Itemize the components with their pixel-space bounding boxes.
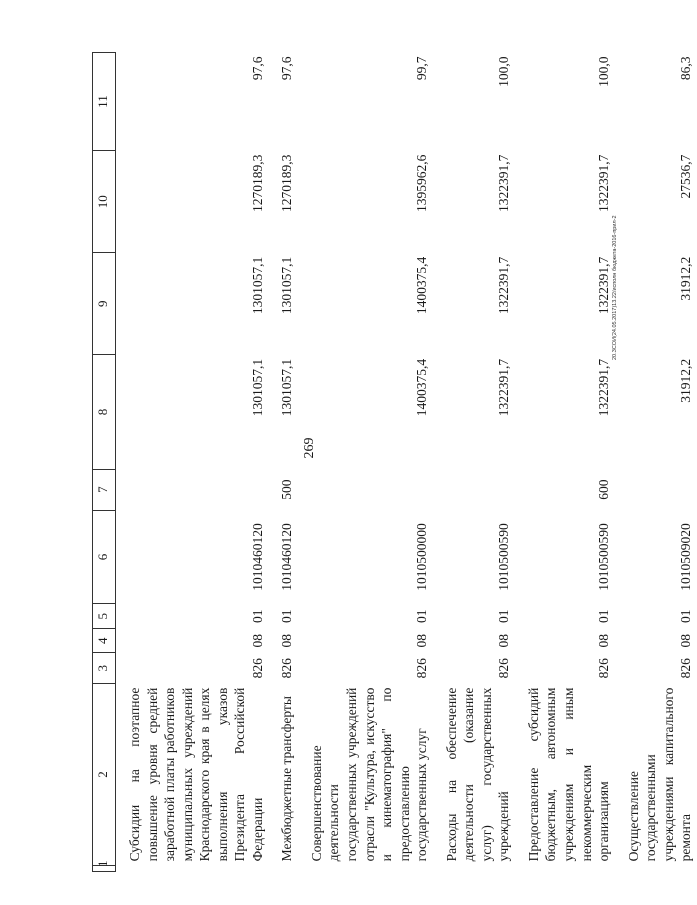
col1 xyxy=(615,865,697,871)
percent-executed: 100,0 xyxy=(496,56,512,87)
amount-executed: 1270189,3 xyxy=(279,154,295,212)
amount-approved: 1301057,1 xyxy=(279,358,295,417)
table-row xyxy=(515,53,615,872)
code-subsection: 01 xyxy=(678,609,694,623)
row-name: Предоставление субсидий бюджетным, автономным учреждениям и иным некоммерческим организациям xyxy=(525,687,612,862)
code-ministry: 826 xyxy=(279,658,295,679)
code-target-article: 1010500590 xyxy=(596,523,612,591)
code-section: 08 xyxy=(496,633,512,648)
code-expense-type xyxy=(298,469,433,510)
column-header-10: 10 xyxy=(93,151,116,253)
code-ministry: 826 xyxy=(414,658,430,679)
code-subsection: 01 xyxy=(496,609,512,623)
code-ministry: 826 xyxy=(249,658,265,679)
column-header-2: 2 xyxy=(93,684,116,866)
code-expense-type: 500 xyxy=(279,479,295,500)
amount-executed: 1322391,7 xyxy=(496,154,512,212)
amount-planned: 1322391,7 xyxy=(596,256,612,315)
code-expense-type: 600 xyxy=(596,479,612,500)
row-name: Совершенствование деятельности государственных учреждений отрасли "Культура, искусство и кинематография" по предоставлению государственных услуг xyxy=(308,687,430,862)
amount-planned: 31912,2 xyxy=(678,256,694,301)
table-row xyxy=(268,53,298,872)
code-ministry: 826 xyxy=(678,658,694,679)
row-name: Расходы на обеспечение деятельности (оказание услуг) государственных учреждений xyxy=(443,687,512,862)
amount-approved: 1301057,1 xyxy=(249,358,265,417)
percent-executed: 86,3 xyxy=(678,56,694,81)
code-target-article: 1010500590 xyxy=(496,523,512,591)
row-name: Субсидии на поэтапное повышение уровня средней заработной платы работников муниципальных учреждений Краснодарского края в целях выполнения указов Президента Российской Федерации xyxy=(127,687,265,862)
code-subsection: 01 xyxy=(279,609,295,623)
column-header-3: 3 xyxy=(93,653,116,684)
table-row xyxy=(116,53,269,872)
column-header-5: 5 xyxy=(93,604,116,629)
amount-executed: 1322391,7 xyxy=(596,154,612,212)
amount-executed: 27536,7 xyxy=(678,154,694,199)
code-expense-type xyxy=(116,469,269,510)
column-number-row xyxy=(93,53,116,872)
code-section: 08 xyxy=(279,633,295,648)
amount-planned: 1322391,7 xyxy=(496,256,512,315)
code-ministry: 826 xyxy=(496,658,512,679)
code-target-article: 1010500000 xyxy=(414,523,430,591)
col1 xyxy=(433,865,515,871)
col1 xyxy=(268,865,298,871)
budget-table-sheet xyxy=(92,52,694,872)
column-header-7: 7 xyxy=(93,469,116,510)
percent-executed: 100,0 xyxy=(596,56,612,87)
code-section: 08 xyxy=(678,633,694,648)
code-section: 08 xyxy=(596,633,612,648)
amount-planned: 1400375,4 xyxy=(414,256,430,315)
code-section: 08 xyxy=(249,633,265,648)
code-expense-type xyxy=(615,469,697,510)
column-header-11: 11 xyxy=(93,53,116,151)
amount-approved: 1322391,7 xyxy=(596,358,612,417)
col1 xyxy=(116,865,269,871)
column-header-6: 6 xyxy=(93,510,116,604)
table-row xyxy=(298,53,433,872)
row-name: Осуществление государственными учреждениями капитального ремонта xyxy=(625,687,694,862)
table-row xyxy=(433,53,515,872)
column-header-4: 4 xyxy=(93,628,116,653)
column-header-9: 9 xyxy=(93,253,116,355)
amount-planned: 1301057,1 xyxy=(249,256,265,315)
code-target-article: 1010460120 xyxy=(279,523,295,591)
col1 xyxy=(298,865,433,871)
amount-approved: 31912,2 xyxy=(678,358,694,403)
code-subsection: 01 xyxy=(414,609,430,623)
amount-approved: 1322391,7 xyxy=(496,358,512,417)
percent-executed: 97,6 xyxy=(249,56,265,81)
column-header-8: 8 xyxy=(93,355,116,469)
code-target-article: 1010460120 xyxy=(249,523,265,591)
code-target-article: 1010509020 xyxy=(678,523,694,591)
row-name: Межбюджетные трансферты xyxy=(279,696,295,862)
code-ministry: 826 xyxy=(596,658,612,679)
footer-note: 20.ЗСОИ(24.05.2017)13.22/исполн бюджета-2016-прил-2 xyxy=(612,215,618,360)
code-expense-type xyxy=(433,469,515,510)
code-subsection: 01 xyxy=(596,609,612,623)
percent-executed: 99,7 xyxy=(414,56,430,81)
amount-executed: 1270189,3 xyxy=(249,154,265,212)
table-row xyxy=(615,53,697,872)
amount-planned: 1301057,1 xyxy=(279,256,295,315)
budget-table xyxy=(92,52,697,872)
code-subsection: 01 xyxy=(249,609,265,623)
page-number: 269 xyxy=(302,437,317,459)
col1 xyxy=(515,865,615,871)
code-section: 08 xyxy=(414,633,430,648)
column-header-1: 1 xyxy=(93,865,116,871)
amount-executed: 1395962,6 xyxy=(414,154,430,212)
percent-executed: 97,6 xyxy=(279,56,295,81)
amount-approved: 1400375,4 xyxy=(414,358,430,417)
